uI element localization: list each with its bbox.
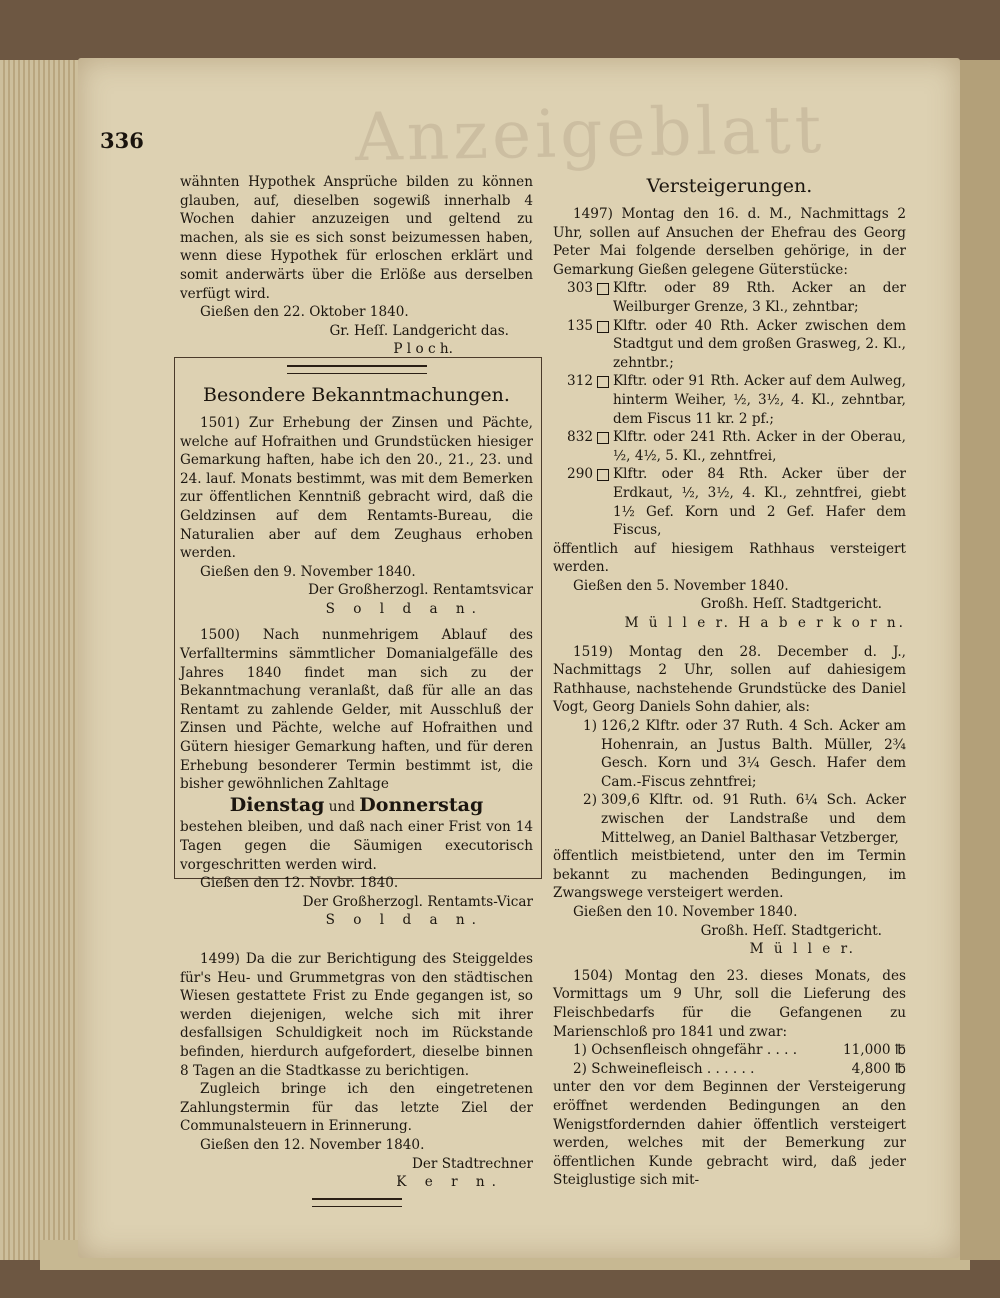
intro-signature-office: Gr. Heſſ. Landgericht das.	[329, 322, 509, 339]
page-number: 336	[100, 128, 144, 153]
notice-1499-second: Zugleich bringe ich den eingetretenen Zahlungstermin für das letzte Ziel der Communalsteuern in Erinnerung.	[180, 1081, 533, 1135]
notice-1500: 1500) Nach nunmehrigem Ablauf des Verfalltermins sämmtlicher Domanialgefälle des Jahres 1840 findet man sich zu der Bekanntmachung veranlaßt, daß für alle an das Rentamt zu zahlende Gelder, mit Ausschluß der Zinsen und Pächte, welche auf Hofraithen und Gütern hiesiger Gemarkung haften, und für deren Erhebung besonderer Termin bestimmt ist, die bisher gewöhnlichen Zahltage	[180, 627, 533, 793]
item-quantity: 4,800 ℔	[851, 1060, 906, 1077]
notice-1504: 1504) Montag den 23. dieses Monats, des Vormittags um 9 Uhr, soll die Lieferung des Fleischbedarfs für die Gefangenen zu Marienschloß pro 1841 und zwar:	[553, 967, 906, 1040]
notice-1501: 1501) Zur Erhebung der Zinsen und Pächte, welche auf Hofraithen und Grundstücken hiesiger Gemarkung haften, habe ich den 20., 21., 23. und 24. lauf. Monats bestimmt, was mit dem Bemerken zur öffentlichen Kenntniß gebracht wird, daß die Geldzinsen auf dem Rentamts-Bureau, die Naturalien aber auf dem Zeughaus erhoben werden.	[180, 414, 533, 562]
notice-1501-place-date: Gießen den 9. November 1840.	[200, 563, 416, 580]
section-title: Besondere Bekanntmachungen.	[203, 383, 510, 406]
lot-description: Klftr. oder 84 Rth. Acker über der Erdkaut, ½, 3½, 4. Kl., zehntfrei, giebt 1½ Gef. Korn und 2 Gef. Hafer dem Fiscus,	[613, 466, 906, 539]
notice-1497-signature-office: Großh. Heſſ. Stadtgericht.	[700, 596, 882, 613]
checkbox-icon	[597, 321, 609, 333]
day-tuesday: Dienstag	[229, 793, 325, 816]
notice-1500-signature-office: Der Großherzogl. Rentamts-Vicar	[302, 893, 533, 910]
notice-1500-place-date: Gießen den 12. Novbr. 1840.	[200, 875, 399, 892]
day-thursday: Donnerstag	[359, 793, 484, 816]
notice-1499-signature-name: K e r n.	[396, 1174, 503, 1191]
lot-number: 135	[567, 317, 593, 334]
lot-description: Klftr. oder 91 Rth. Acker auf dem Aulweg, hinterm Weiher, ½, 3½, 4. Kl., zehntbar, dem Fiscus 11 kr. 2 pf.;	[613, 373, 906, 427]
left-column	[180, 173, 533, 1215]
plot-item	[553, 791, 906, 847]
intro-place-date: Gießen den 22. Oktober 1840.	[200, 304, 409, 321]
lot-number: 832	[567, 429, 593, 446]
plot-number: 1)	[583, 718, 597, 735]
checkbox-icon	[597, 469, 609, 481]
notice-1519-signature-office: Großh. Heſſ. Stadtgericht.	[700, 922, 882, 939]
notice-1519-place-date: Gießen den 10. November 1840.	[573, 903, 798, 920]
lot-description: Klftr. oder 40 Rth. Acker zwischen dem Stadtgut und dem großen Grasweg, 2. Kl., zehntbr.;	[613, 317, 906, 371]
notice-1519: 1519) Montag den 28. December d. J., Nachmittags 2 Uhr, sollen auf dahiesigem Rathhause, nachstehende Grundstücke des Daniel Vogt, Georg Daniels Sohn dahier, als:	[553, 643, 906, 716]
notice-1497: 1497) Montag den 16. d. M., Nachmittags 2 Uhr, sollen auf Ansuchen der Ehefrau des Georg Peter Mai folgende derselben gehörige, in der Gemarkung Gießen gelegene Güterstücke:	[553, 206, 906, 278]
checkbox-icon	[597, 283, 609, 295]
plot-list	[553, 717, 906, 847]
notice-1500-continued: bestehen bleiben, und daß nach einer Frist von 14 Tagen gegen die Säumigen executorisch vorgeschritten werden wird.	[180, 819, 533, 873]
lot-item	[553, 372, 906, 428]
lot-item	[553, 279, 906, 316]
notice-1499-place-date: Gießen den 12. November 1840.	[200, 1136, 425, 1153]
plot-item	[553, 717, 906, 791]
item-row	[553, 1060, 906, 1079]
lot-number: 303	[567, 280, 593, 297]
day-conjunction: und	[328, 798, 355, 815]
intro-signature-name: P l o c h.	[393, 341, 453, 358]
notice-1519-end: öffentlich meistbietend, unter den im Termin bekannt zu machenden Bedingungen, im Zwangswege versteigert werden.	[553, 848, 906, 902]
item-label: 1) Ochsenfleisch ohngefähr . . . .	[573, 1042, 798, 1059]
notice-1500-days	[180, 793, 533, 817]
notice-1504-end: unter den vor dem Beginnen der Versteigerung eröffnet werdenden Bedingungen an den Wenigstfordernden dahier öffentlich versteigert werden, welches mit der Bemerkung zur öffentlichen Kunde gebracht wird, daß jeder Steiglustige sich mit-	[553, 1079, 906, 1189]
notice-1497-end: öffentlich auf hiesigem Rathhaus versteigert werden.	[553, 540, 906, 576]
checkbox-icon	[597, 432, 609, 444]
lot-number: 290	[567, 466, 593, 483]
lot-description: Klftr. oder 89 Rth. Acker an der Weilburger Grenze, 3 Kl., zehntbar;	[613, 280, 906, 315]
notice-1519-signature-name: M ü l l e r.	[749, 941, 856, 958]
lot-item	[553, 317, 906, 373]
ornament-rule	[287, 365, 427, 374]
lot-number: 312	[567, 373, 593, 390]
book-edge-left	[0, 60, 80, 1260]
bleed-through-title: Anzeigeblatt	[354, 90, 826, 177]
plot-description: 309,6 Klftr. od. 91 Ruth. 6¼ Sch. Acker zwischen der Landstraße und dem Mittelweg, an Daniel Balthasar Vetzberger,	[601, 792, 906, 846]
checkbox-icon	[597, 376, 609, 388]
notice-1499: 1499) Da die zur Berichtigung des Steiggeldes für's Heu- und Grummetgras von den städtischen Wiesen gestattete Frist zu Ende gegangen ist, so werden diejenigen, welche sich mit ihrer desfallsigen Schuldigkeit noch im Rückstande befinden, hierdurch aufgefordert, dieselbe binnen 8 Tagen an die Stadtkasse zu berichtigen.	[180, 950, 533, 1079]
intro-text: wähnten Hypothek Ansprüche bilden zu können glauben, auf, dieselben sogewiß innerhalb 4 Wochen dahier anzuzeigen und geltend zu machen, als sie es sich sonst beizumessen haben, wenn diese Hypothek für erloschen erklärt und somit anderwärts über die Erlöße aus derselben verfügt wird.	[180, 174, 533, 302]
right-column	[553, 173, 906, 1190]
item-label: 2) Schweinefleisch . . . . . .	[573, 1060, 755, 1077]
ornament-rule-end	[312, 1198, 402, 1207]
notice-1501-signature-office: Der Großherzogl. Rentamtsvicar	[308, 582, 533, 599]
notice-1497-place-date: Gießen den 5. November 1840.	[573, 577, 789, 594]
notice-1497-signature-names: M ü l l e r. H a b e r k o r n.	[624, 615, 906, 632]
plot-description: 126,2 Klftr. oder 37 Ruth. 4 Sch. Acker am Hohenrain, an Justus Balth. Müller, 2¾ Gesch. Korn und 3¼ Gesch. Hafer dem Cam.-Fiscus zehntfrei;	[601, 718, 906, 790]
item-quantity: 11,000 ℔	[842, 1042, 906, 1059]
lot-item	[553, 465, 906, 539]
lot-item	[553, 428, 906, 465]
notice-1499-signature-office: Der Stadtrechner	[411, 1155, 533, 1172]
item-row	[553, 1041, 906, 1060]
notice-1501-signature-name: S o l d a n.	[325, 600, 483, 617]
auctions-title: Versteigerungen.	[646, 175, 813, 197]
book-edge-right	[960, 60, 1000, 1260]
plot-number: 2)	[583, 792, 597, 809]
lot-list	[553, 279, 906, 539]
notice-1500-signature-name: S o l d a n.	[325, 912, 483, 929]
lot-description: Klftr. oder 241 Rth. Acker in der Oberau, ½, 4½, 5. Kl., zehntfrei,	[613, 429, 906, 464]
